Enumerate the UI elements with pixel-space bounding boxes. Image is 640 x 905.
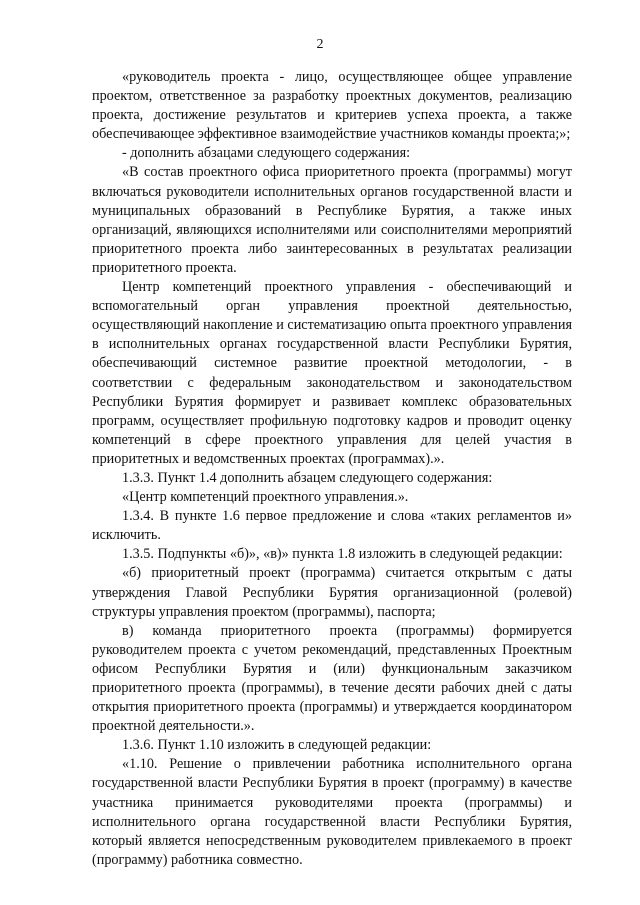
paragraph: в) команда приоритетного проекта (программы) формируется руководителем проекта с учетом рекомендаций, представленных Проектным офисом Республики Бурятия и (или) функциональным заказчиком приоритетного проекта (программы), в течение десяти рабочих дней с даты открытия приоритетного проекта (программы) и утверждается координатором проектной деятельности.». xyxy=(92,622,572,735)
paragraph: «1.10. Решение о привлечении работника исполнительного органа государственной власти Республики Бурятия в проект (программу) в качестве участника принимается руководителями проекта (программы) и исполнительного органа государственной власти Республики Бурятия, который является непосредственным руководителем привлекаемого в проект (программу) работника совместно. xyxy=(92,756,572,868)
paragraph: Центр компетенций проектного управления - обеспечивающий и вспомогательный орган управления проектной деятельностью, осуществляющий накопление и систематизацию опыта проектного управления в исполнительных органах государственной власти Республики Бурятия, обеспечивающий системное развитие проектной методологии, - в соответствии с федеральным законодательством и законодательством Республики Бурятия формирует и развивает комплекс образовательных программ, осуществляет профильную подготовку кадров и проводит оценку компетенций в сфере проектного управления для целей участия в приоритетных и ведомственных проектах (программах).». xyxy=(92,279,572,467)
document-body xyxy=(92,68,572,870)
paragraph: 1.3.3. Пункт 1.4 дополнить абзацем следующего содержания: xyxy=(122,469,493,486)
paragraph: 1.3.4. В пункте 1.6 первое предложение и слова «таких регламентов и» исключить. xyxy=(92,508,572,544)
paragraph: «руководитель проекта - лицо, осуществляющее общее управление проектом, ответственное за разработку проектных документов, реализацию проекта, достижение результатов и критериев успеха проекта, а также обеспечивающее эффективное взаимодействие участников команды проекта;»; xyxy=(92,69,572,143)
paragraph: «б) приоритетный проект (программа) считается открытым с даты утверждения Главой Республики Бурятия организационной (ролевой) структуры управления проектом (программы), паспорта; xyxy=(92,565,572,620)
paragraph: 1.3.6. Пункт 1.10 изложить в следующей редакции: xyxy=(122,737,432,754)
paragraph: - дополнить абзацами следующего содержания: xyxy=(122,145,411,162)
paragraph: «Центр компетенций проектного управления.». xyxy=(122,489,409,506)
paragraph: 1.3.5. Подпункты «б)», «в)» пункта 1.8 изложить в следующей редакции: xyxy=(122,546,563,563)
page-number: 2 xyxy=(316,37,324,52)
paragraph: «В состав проектного офиса приоритетного проекта (программы) могут включаться руководители исполнительных органов государственной власти и муниципальных образований в Республике Бурятия, а также иных организаций, являющихся исполнителями или соисполнителями мероприятий приоритетного проекта либо заинтересованных в результатах реализации приоритетного проекта. xyxy=(92,164,572,276)
